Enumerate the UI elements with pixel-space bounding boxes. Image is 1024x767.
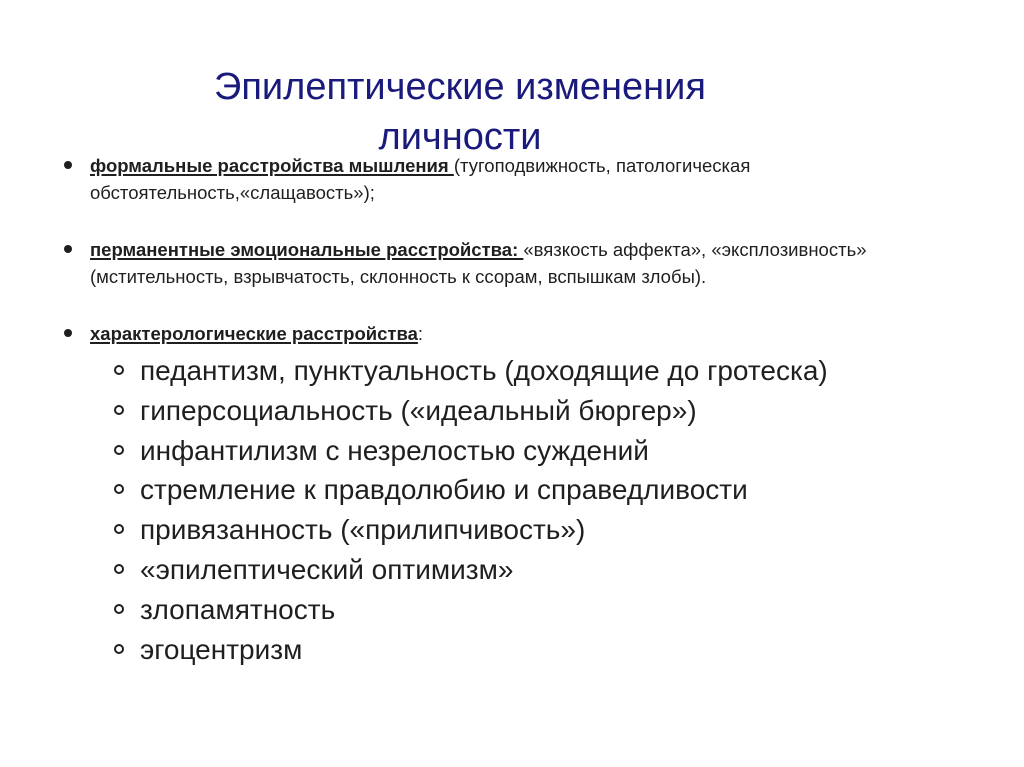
sub-item-text: стремление к правдолюбию и справедливости — [140, 474, 748, 506]
circle-bullet-icon — [114, 564, 124, 574]
bullet-dot-icon — [64, 329, 72, 337]
circle-bullet-icon — [114, 524, 124, 534]
bullet-text: «вязкость аффекта», «эксплозивность» (мстительность, взрывчатость, склонность к ссорам, вспышкам злобы). — [90, 239, 867, 287]
bullet-text: (тугоподвижность, патологическая обстоятельность,«слащавость»); — [90, 155, 751, 203]
circle-bullet-icon — [114, 644, 124, 654]
sub-item-text: «эпилептический оптимизм» — [140, 553, 514, 585]
sub-item — [112, 431, 1000, 471]
sub-item-text: злопамятность — [140, 593, 336, 625]
bullet-text: : — [417, 323, 424, 344]
bullet-formal-thinking — [60, 152, 1000, 206]
sub-item-text: привязанность («прилипчивость») — [140, 514, 586, 546]
circle-bullet-icon — [114, 484, 124, 494]
bullet-term: формальные расстройства мышления — [90, 155, 454, 176]
sub-item — [112, 510, 1000, 550]
sub-item — [112, 550, 1000, 590]
sub-item — [112, 630, 1000, 670]
circle-bullet-icon — [114, 405, 124, 415]
slide-title-line-1: Эпилептические изменения — [214, 66, 706, 108]
bullet-term: перманентные эмоциональные расстройства: — [90, 239, 524, 260]
bullet-term: характерологические расстройства — [90, 323, 418, 344]
sub-item — [112, 391, 1000, 431]
bullet-dot-icon — [64, 161, 72, 169]
bullet-list — [60, 152, 1000, 669]
slide-title — [130, 62, 790, 162]
bullet-dot-icon — [64, 245, 72, 253]
circle-bullet-icon — [114, 365, 124, 375]
sub-item — [112, 470, 1000, 510]
circle-bullet-icon — [114, 604, 124, 614]
sub-item — [112, 351, 1000, 391]
sub-item-text: гиперсоциальность («идеальный бюргер») — [140, 394, 697, 426]
bullet-characterological — [60, 320, 1000, 669]
sub-item-text: эгоцентризм — [140, 633, 303, 665]
circle-bullet-icon — [114, 445, 124, 455]
sub-list — [112, 351, 1000, 669]
sub-item-text: инфантилизм с незрелостью суждений — [140, 434, 649, 466]
sub-item — [112, 590, 1000, 630]
slide-title-line-2: личности — [378, 116, 542, 158]
sub-item-text: педантизм, пунктуальность (доходящие до гротеска) — [140, 355, 828, 386]
bullet-emotional — [60, 236, 1000, 290]
